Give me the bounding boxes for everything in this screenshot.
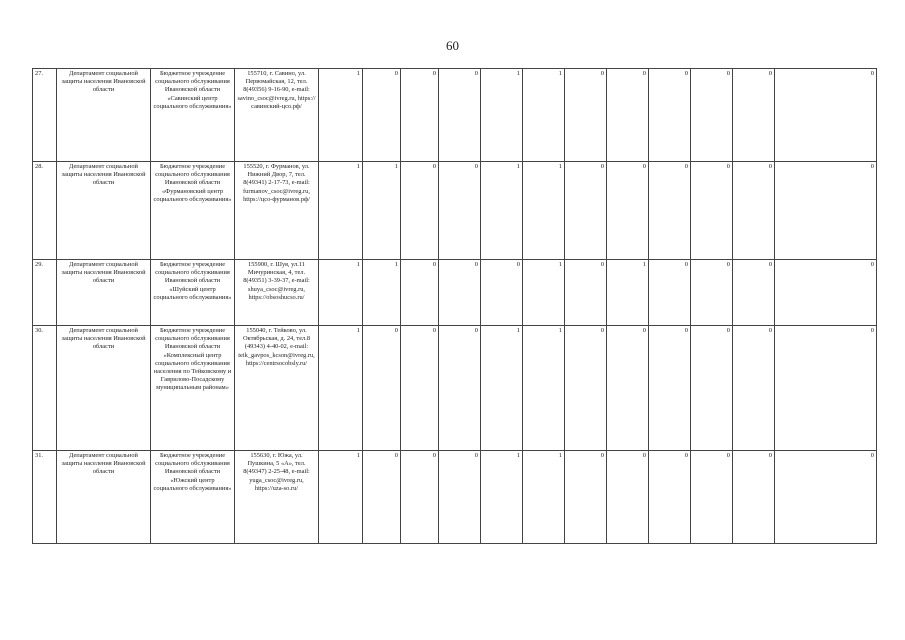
value-cell: 0 — [733, 451, 775, 544]
value-cell: 0 — [649, 451, 691, 544]
data-table — [32, 68, 877, 544]
value-cell: 0 — [401, 69, 439, 162]
value-cell: 1 — [481, 326, 523, 451]
table-row — [33, 260, 877, 326]
department-cell: Департамент социальной защиты населения Ивановской области — [57, 260, 151, 326]
value-cell: 0 — [649, 69, 691, 162]
row-index-cell: 31. — [33, 451, 57, 544]
value-cell: 0 — [565, 451, 607, 544]
value-cell: 1 — [319, 69, 363, 162]
value-cell: 0 — [401, 162, 439, 260]
value-cell: 1 — [523, 69, 565, 162]
value-cell: 0 — [401, 260, 439, 326]
table-row — [33, 69, 877, 162]
department-cell: Департамент социальной защиты населения Ивановской области — [57, 69, 151, 162]
value-cell: 1 — [363, 162, 401, 260]
value-cell: 1 — [319, 326, 363, 451]
value-cell: 1 — [523, 451, 565, 544]
value-cell: 0 — [439, 260, 481, 326]
row-index-cell: 28. — [33, 162, 57, 260]
value-cell: 1 — [319, 260, 363, 326]
page-number: 60 — [446, 38, 459, 53]
row-index-cell: 27. — [33, 69, 57, 162]
institution-cell: Бюджетное учреждение социального обслуживания Ивановской области «Фурмановский центр социального обслуживания» — [151, 162, 235, 260]
row-index-cell: 29. — [33, 260, 57, 326]
table-row — [33, 326, 877, 451]
department-cell: Департамент социальной защиты населения Ивановской области — [57, 162, 151, 260]
value-cell: 1 — [319, 451, 363, 544]
value-cell: 0 — [401, 451, 439, 544]
department-cell: Департамент социальной защиты населения Ивановской области — [57, 326, 151, 451]
value-cell: 0 — [607, 162, 649, 260]
value-cell: 0 — [565, 260, 607, 326]
contacts-cell: 155520, г. Фурманов, ул. Нижний Двор, 7, тел. 8(49341) 2-17-73, e-mail: furmanov_csoc@ivreg.ru, https://цсо-фурманов.рф/ — [235, 162, 319, 260]
contacts-cell: 155710, г. Савино, ул. Первомайская, 12, тел. 8(49356) 9-16-90, e-mail: savino_csoc@ivreg.ru, https://савинский-цсо.рф/ — [235, 69, 319, 162]
value-cell: 0 — [649, 260, 691, 326]
value-cell: 0 — [775, 260, 877, 326]
institution-cell: Бюджетное учреждение социального обслуживания Ивановской области «Савинский центр социального обслуживания» — [151, 69, 235, 162]
value-cell: 0 — [775, 326, 877, 451]
value-cell: 1 — [363, 260, 401, 326]
value-cell: 0 — [481, 260, 523, 326]
value-cell: 1 — [319, 162, 363, 260]
value-cell: 1 — [481, 162, 523, 260]
value-cell: 0 — [649, 162, 691, 260]
value-cell: 0 — [733, 162, 775, 260]
value-cell: 0 — [607, 326, 649, 451]
value-cell: 0 — [691, 162, 733, 260]
value-cell: 0 — [439, 451, 481, 544]
value-cell: 0 — [401, 326, 439, 451]
contacts-cell: 155900, г. Шуя, ул.11 Мичуринская, 4, тел. 8(49351) 3-39-37, e-mail: shuya_csoc@ivreg.ru, https://obsoshucso.ru/ — [235, 260, 319, 326]
row-index-cell: 30. — [33, 326, 57, 451]
value-cell: 0 — [439, 326, 481, 451]
value-cell: 0 — [775, 69, 877, 162]
value-cell: 1 — [523, 326, 565, 451]
value-cell: 0 — [363, 451, 401, 544]
value-cell: 1 — [481, 69, 523, 162]
value-cell: 0 — [733, 69, 775, 162]
value-cell: 0 — [691, 260, 733, 326]
value-cell: 0 — [649, 326, 691, 451]
value-cell: 1 — [481, 451, 523, 544]
contacts-cell: 155040, г. Тейково, ул. Октябрьская, д. 24, тел.8 (49343) 4-40-02, e-mail: teik_gavpos_kcson@ivreg.ru, https://centrsocobsly.ru/ — [235, 326, 319, 451]
value-cell: 1 — [607, 260, 649, 326]
table-row — [33, 162, 877, 260]
value-cell: 0 — [691, 451, 733, 544]
value-cell: 0 — [439, 162, 481, 260]
value-cell: 0 — [607, 451, 649, 544]
value-cell: 0 — [733, 260, 775, 326]
institution-cell: Бюджетное учреждение социального обслуживания Ивановской области «Комплексный центр социального обслуживания населения по Тейковскому и Гаврилово-Посадскому муниципальным районам» — [151, 326, 235, 451]
value-cell: 0 — [733, 326, 775, 451]
value-cell: 0 — [607, 69, 649, 162]
department-cell: Департамент социальной защиты населения Ивановской области — [57, 451, 151, 544]
value-cell: 0 — [565, 162, 607, 260]
value-cell: 0 — [565, 326, 607, 451]
institution-cell: Бюджетное учреждение социального обслуживания Ивановской области «Южский центр социального обслуживания» — [151, 451, 235, 544]
value-cell: 0 — [565, 69, 607, 162]
contacts-cell: 155630, г. Южа, ул. Пушкина, 5 «А», тел. 8(49347) 2-25-48, e-mail: yuga_csoc@ivreg.ru, https://uza-so.ru/ — [235, 451, 319, 544]
value-cell: 0 — [775, 451, 877, 544]
value-cell: 1 — [523, 260, 565, 326]
institution-cell: Бюджетное учреждение социального обслуживания Ивановской области «Шуйский центр социального обслуживания» — [151, 260, 235, 326]
value-cell: 0 — [775, 162, 877, 260]
value-cell: 0 — [691, 69, 733, 162]
value-cell: 1 — [523, 162, 565, 260]
value-cell: 0 — [691, 326, 733, 451]
value-cell: 0 — [363, 69, 401, 162]
value-cell: 0 — [363, 326, 401, 451]
value-cell: 0 — [439, 69, 481, 162]
table-row — [33, 451, 877, 544]
